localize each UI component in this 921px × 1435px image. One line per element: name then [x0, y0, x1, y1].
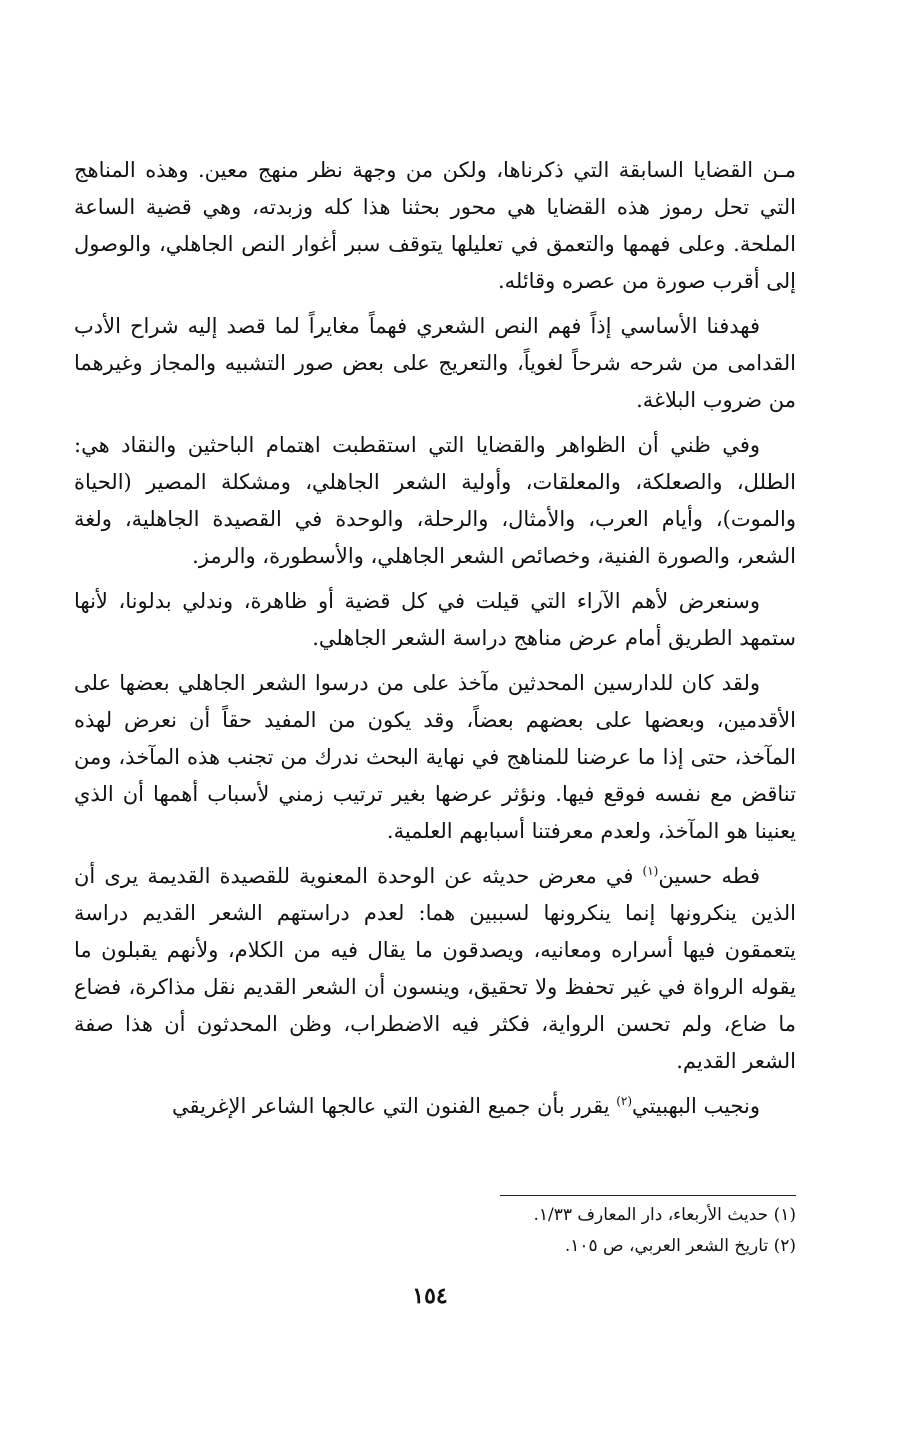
footnotes: [74, 1200, 796, 1262]
footnote-divider: [500, 1195, 796, 1196]
paragraph-6: [74, 858, 796, 1080]
page-number: ١٥٤: [412, 1283, 448, 1309]
paragraph-6-lead: فطه حسين: [658, 864, 760, 888]
footnote-marker-1: (١): [642, 864, 659, 878]
paragraph-6-rest: في معرض حديثه عن الوحدة المعنوية للقصيدة القديمة يرى أن الذين ينكرونها إنما ينكرونها لسببين هما: لعدم دراستهم الشعر القديم دراسة يتعمقون فيها أسراره ومعانيه، ويصدقون ما يقال فيه من الكلام، ولأنهم يقبلون ما يقوله الرواة في غير تحفظ ولا تحقيق، وينسون أن الشعر القديم نقل مذاكرة، فضاع ما ضاع، ولم تحسن الرواية، فكثر فيه الاضطراب، وظن المحدثون أن هذا صفة الشعر القديم.: [74, 864, 796, 1073]
paragraph-4: وسنعرض لأهم الآراء التي قيلت في كل قضية أو ظاهرة، وندلي بدلونا، لأنها ستمهد الطريق أمام عرض مناهج دراسة الشعر الجاهلي.: [74, 589, 796, 650]
paragraph-1: مـن القضايا السابقة التي ذكرناها، ولكن من وجهة نظر منهج معين. وهذه المناهج التي تحل رموز هذه القضايا هي محور بحثنا هذا كله وزبدته، وهي قضية الساعة الملحة. وعلى فهمها والتعمق في تعليلها يتوقف سبر أغوار النص الجاهلي، والوصول إلى أقرب صورة من عصره وقائله.: [74, 158, 796, 293]
footnote-1: (١) حديث الأربعاء، دار المعارف ١/٣٣.: [533, 1205, 796, 1225]
paragraph-2: فهدفنا الأساسي إذاً فهم النص الشعري فهماً مغايراً لما قصد إليه شراح الأدب القدامى من شرحه شرحاً لغوياً، والتعريج على بعض صور التشبيه والمجاز وغيرهما من ضروب البلاغة.: [74, 314, 796, 412]
paragraph-7-lead: ونجيب البهبيتي: [632, 1094, 760, 1118]
body-text: [74, 152, 796, 1125]
footnote-2: (٢) تاريخ الشعر العربي، ص ١٠٥.: [564, 1236, 796, 1256]
paragraph-7-rest: يقرر بأن جميع الفنون التي عالجها الشاعر الإغريقي: [171, 1094, 617, 1118]
footnote-marker-2: (٢): [616, 1094, 633, 1108]
paragraph-7: [74, 1088, 796, 1125]
paragraph-3: وفي ظني أن الظواهر والقضايا التي استقطبت اهتمام الباحثين والنقاد هي: الطلل، والصعلكة، والمعلقات، وأولية الشعر الجاهلي، ومشكلة المصير (الحياة والموت)، وأيام العرب، والأمثال، والرحلة، والوحدة في القصيدة الجاهلية، ولغة الشعر، والصورة الفنية، وخصائص الشعر الجاهلي، والأسطورة، والرمز.: [74, 433, 796, 568]
paragraph-5: ولقد كان للدارسين المحدثين مآخذ على من درسوا الشعر الجاهلي بعضها على الأقدمين، وبعضها على بعضهم بعضاً، وقد يكون من المفيد حقاً أن نعرض لهذه المآخذ، حتى إذا ما عرضنا للمناهج في نهاية البحث ندرك من تجنب هذه المآخذ، ومن تناقض مع نفسه فوقع فيها. ونؤثر عرضها بغير ترتيب زمني لأسباب أهمها أن الذي يعنينا هو المآخذ، ولعدم معرفتنا أسبابهم العلمية.: [74, 671, 796, 843]
